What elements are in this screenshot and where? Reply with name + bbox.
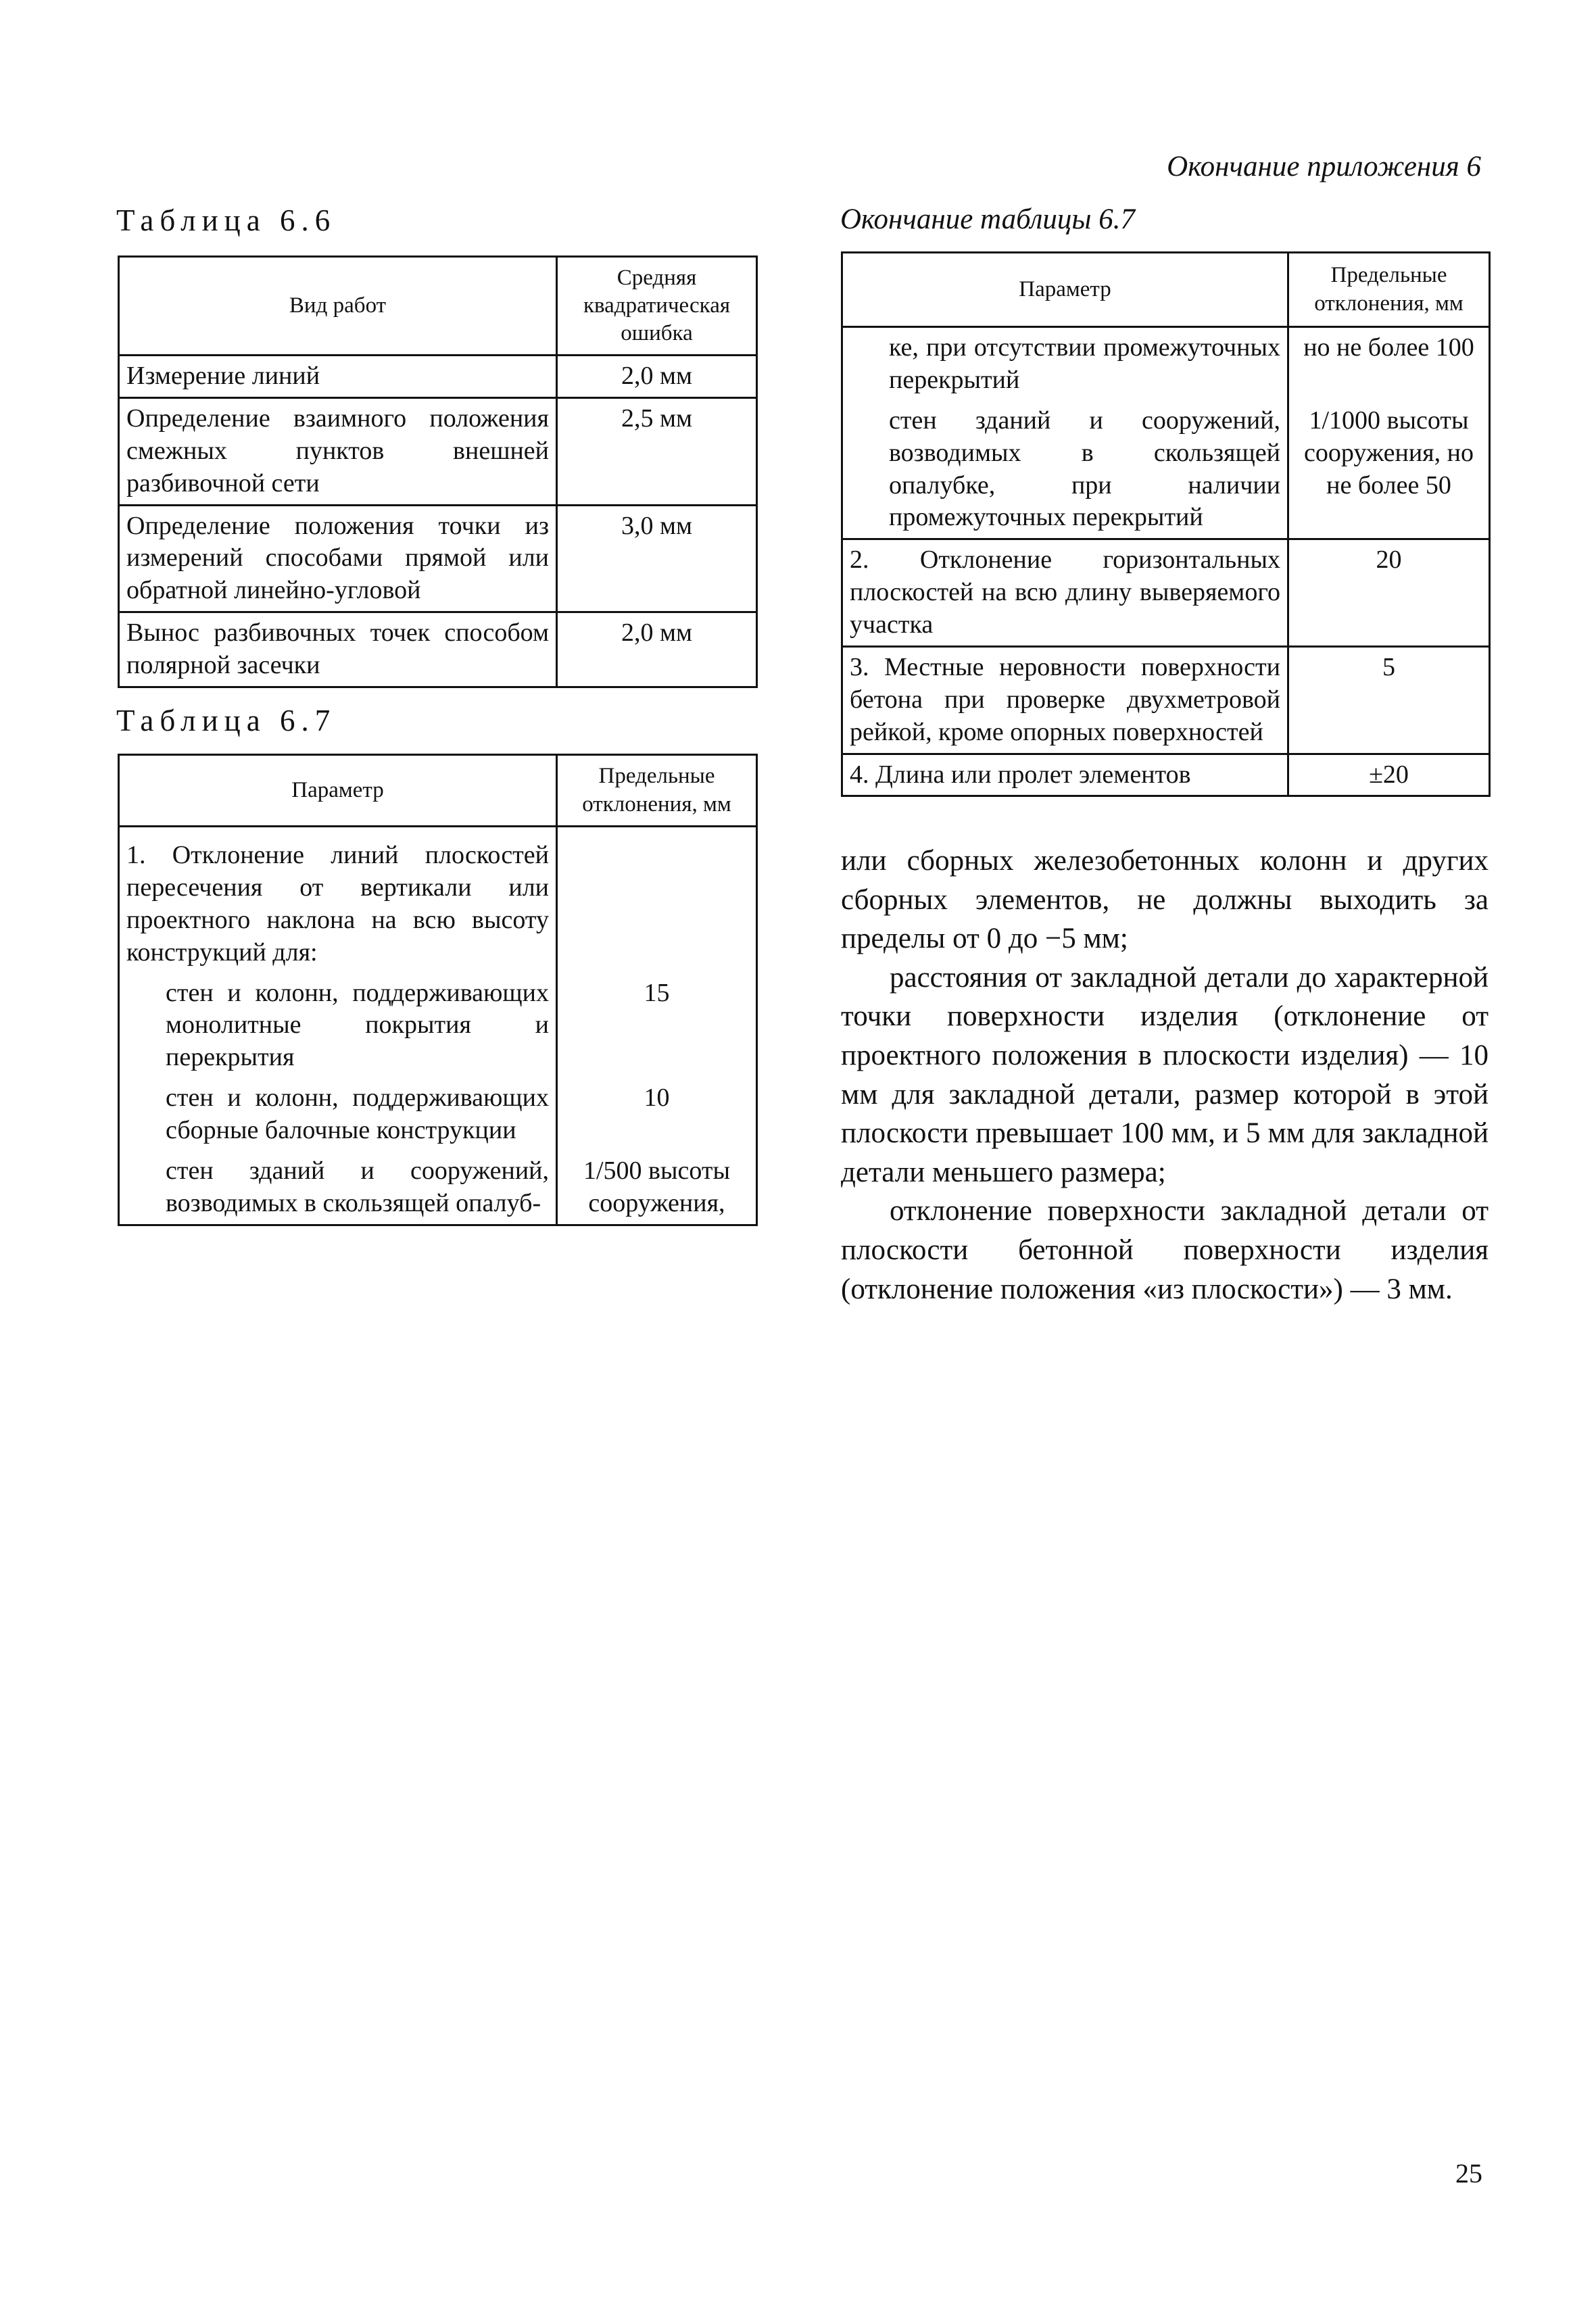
table-6-7-caption: Таблица 6.7 xyxy=(116,704,337,737)
table-row xyxy=(119,1078,757,1151)
table-cell: 1. Отклонение линий плоскостей пересечения от вертикали или проектного наклона на всю высоту конструкций для: xyxy=(119,827,557,973)
table-6-7c-header-dev: Предельные отклонения, мм xyxy=(1288,253,1490,327)
table-cell: 2. Отклонение горизонтальных плоскостей на всю длину выверяемого участка xyxy=(842,539,1288,647)
table-cell: стен зданий и сооружений, возводимых в скользящей опалуб- xyxy=(119,1151,557,1225)
table-6-7-continued xyxy=(841,251,1491,797)
paragraph: расстояния от закладной детали до характерной точки поверхности изделия (отклонение от проектного положения в плоскости изделия) — 10 мм для закладной детали, размер которой в этой плоскости превышает 100 мм, и 5 мм для закладной детали меньшего размера; xyxy=(841,961,1489,1188)
table-6-6-header-error: Средняя квадратическая ошибка xyxy=(557,257,757,356)
table-row xyxy=(119,827,757,973)
table-cell: 20 xyxy=(1288,539,1490,647)
paragraph: или сборных железобетонных колонн и других сборных элементов, не должны выходить за пределы от 0 до −5 мм; xyxy=(841,845,1489,955)
table-row xyxy=(119,973,757,1079)
table-6-7-continued-caption: Окончание таблицы 6.7 xyxy=(840,203,1136,235)
table-cell: стен и колонн, поддерживающих монолитные покрытия и перекрытия xyxy=(119,973,557,1079)
table-cell: 5 xyxy=(1288,646,1490,754)
table-6-7 xyxy=(118,754,758,1226)
table-cell: Определение положения точки из измерений способами прямой или обратной линейно-угловой xyxy=(119,505,557,612)
table-cell: 3,0 мм xyxy=(557,505,757,612)
table-row xyxy=(842,539,1490,647)
table-6-7-header-param: Параметр xyxy=(119,755,557,827)
table-row xyxy=(119,612,757,687)
table-cell: Измерение линий xyxy=(119,356,557,398)
page-number: 25 xyxy=(1455,2158,1482,2189)
table-cell: 3. Местные неровности поверхности бетона при проверке двухметровой рейкой, кроме опорных поверхностей xyxy=(842,646,1288,754)
table-cell: 2,0 мм xyxy=(557,356,757,398)
paragraph: отклонение поверхности закладной детали от плоскости бетонной поверхности изделия (отклонение положения «из плоскости») — 3 мм. xyxy=(841,1195,1489,1305)
table-6-6-header-work: Вид работ xyxy=(119,257,557,356)
table-cell: ±20 xyxy=(1288,754,1490,796)
table-cell: 15 xyxy=(557,973,757,1079)
table-cell: 4. Длина или пролет элементов xyxy=(842,754,1288,796)
table-cell: 1/500 высоты сооружения, xyxy=(557,1151,757,1225)
table-cell: 2,5 мм xyxy=(557,397,757,505)
table-row xyxy=(119,505,757,612)
table-cell: 2,0 мм xyxy=(557,612,757,687)
table-6-6 xyxy=(118,255,758,688)
table-row xyxy=(842,754,1490,796)
table-cell xyxy=(557,827,757,973)
table-6-7-header-dev: Предельные отклонения, мм xyxy=(557,755,757,827)
table-cell: стен и колонн, поддерживающих сборные балочные конструкции xyxy=(119,1078,557,1151)
table-cell: Вынос разбивочных точек способом полярной засечки xyxy=(119,612,557,687)
table-6-6-caption: Таблица 6.6 xyxy=(116,203,337,237)
table-row xyxy=(842,646,1490,754)
table-row xyxy=(119,356,757,398)
table-row xyxy=(119,1151,757,1225)
body-text xyxy=(841,842,1489,1309)
table-cell: но не более 100 xyxy=(1288,327,1490,401)
table-cell: стен зданий и сооружений, возводимых в скользящей опалубке, при наличии промежуточных перекрытий xyxy=(842,401,1288,539)
table-cell: 1/1000 высоты сооружения, но не более 50 xyxy=(1288,401,1490,539)
table-cell: 10 xyxy=(557,1078,757,1151)
table-row xyxy=(842,401,1490,539)
table-row xyxy=(842,327,1490,401)
table-6-7c-header-param: Параметр xyxy=(842,253,1288,327)
table-row xyxy=(119,397,757,505)
table-cell: Определение взаимного положения смежных пунктов внешней разбивочной сети xyxy=(119,397,557,505)
appendix-end-header: Окончание приложения 6 xyxy=(1167,151,1481,182)
table-cell: ке, при отсутствии промежуточных перекрытий xyxy=(842,327,1288,401)
